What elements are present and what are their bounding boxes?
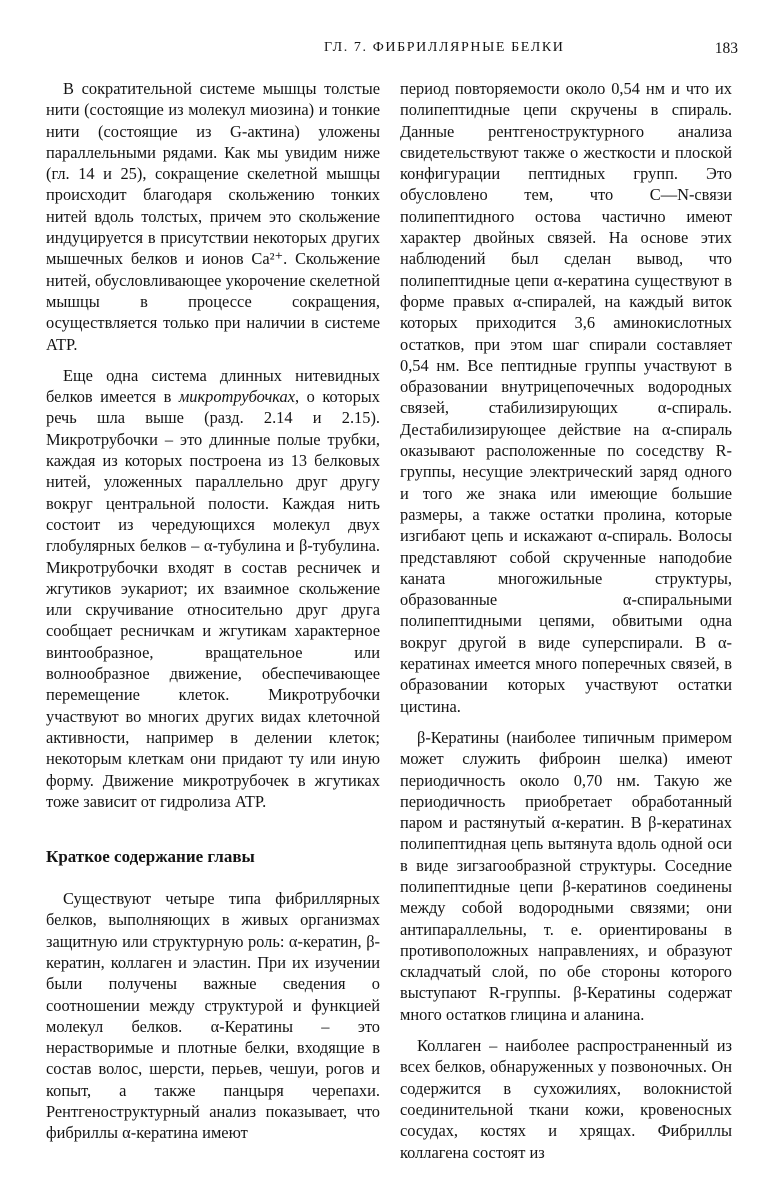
paragraph-beta-keratin: β-Кератины (наиболее типичным примером может служить фиброин шелка) имеют периодичность около 0,70 нм. Такую же периодичность приобретает обработанный паром и растянутый α-кератин. В β-кератинах полипептидная цепь вытянута вдоль одной оси в виде зигзагообразной структуры. Соседние полипептидные цепи β-кератинов соединены между собой водородными связями; они антипараллельны, т. е. ориентированы в противоположных направлениях, и образуют складчатый слой, по обе стороны которого выступают R-группы. β-Кератины содержат много остатков глицина и аланина. — [400, 727, 732, 1024]
paragraph-collagen: Коллаген – наиболее распространенный из всех белков, обнаруженных у позвоночных. Он содержится в сухожилиях, волокнистой соединительной ткани кожи, кровеносных сосудах, костях и хрящах. Фибриллы коллагена состоят из — [400, 1036, 732, 1162]
microtubules-text-rest: , о которых речь шла выше (разд. 2.14 и 2.15). Микротрубочки – это длинные полые трубки, каждая из которых построена из 13 белковых нитей, уложенных параллельно друг другу вокруг центральной полости. Каждая нить состоит из чередующихся молекул двух глобулярных белков – α-тубулина и β-тубулина. Микротрубочки входят в состав ресничек и жгутиков эукариот; их взаимное скольжение или скручивание относительно друг друга сообщает ресничкам и жгутикам характерное винтообразное, вращательное или волнообразное движение, обеспечивающее перемещение клеток. Микротрубочки участвуют во многих других видах клеточной активности, например в делении клеток; некоторым клеткам они придают ту или иную форму. Движение микротрубочек в жгутиках тоже зависит от гидролиза ATP. — [46, 387, 380, 811]
left-column — [46, 78, 380, 1144]
page-number: 183 — [714, 40, 738, 57]
microtubules-text-start: Еще одна система длинных нитевидных белков имеется в — [46, 365, 380, 407]
paragraph-summary: Существуют четыре типа фибриллярных белков, выполняющих в живых организмах защитную или структурную роль: α-кератин, β-кератин, коллаген и эластин. При их изучении были получены важные сведения о соотношении между структурой и функцией молекул белков. α-Кератины – это нерастворимые и плотные белки, входящие в состав волос, шерсти, перьев, чешуи, рогов и копыт, а также панцыря черепахи. Рентгеноструктурный анализ показывает, что фибриллы α-кератина имеют — [46, 889, 380, 1143]
right-column — [400, 78, 732, 1163]
running-title: ГЛ. 7. ФИБРИЛЛЯРНЫЕ БЕЛКИ — [324, 40, 565, 55]
paragraph-alpha-keratin: период повторяемости около 0,54 нм и что их полипептидные цепи скручены в спираль. Данные рентгеноструктурного анализа свидетельствуют также о жесткости и плоской конфигурации пептидных групп. Это обусловлено тем, что C—N-связи полипептидного остова частично имеют характер двойных связей. На основе этих наблюдений был сделан вывод, что полипептидные цепи α-кератина существуют в форме правых α-спиралей, на каждый виток которых приходится 3,6 аминокислотных остатков, при этом шаг спирали составляет 0,54 нм. Все пептидные группы участвуют в образовании внутрицепочечных водородных связей, стабилизирующих α-спираль. Дестабилизирующее действие на α-спираль оказывают расположенные по соседству R-группы, несущие электрический заряд одного и того же знака или имеющие большие размеры, а также остатки пролина, которые изгибают цепь и искажают α-спираль. Волосы представляют собой скрученные наподобие каната многожильные структуры, образованные α-спиральными полипептидными цепями, обвитыми одна вокруг другой в виде суперспирали. В α-кератинах имеется много поперечных связей, в образовании которых участвуют остатки цистина. — [400, 79, 732, 716]
section-heading-summary: Краткое содержание главы — [46, 847, 255, 867]
paragraph-microtubules — [46, 365, 380, 812]
page-header — [46, 40, 738, 62]
paragraph-sliding-filaments: В сократительной системе мышцы толстые нити (состоящие из молекул миозина) и тонкие нити (состоящие из G-актина) уложены параллельными рядами. Как мы увидим ниже (гл. 14 и 25), сокращение скелетной мышцы происходит благодаря скольжению тонких нитей вдоль толстых, причем это скольжение индуцируется в присутствии некоторых других мышечных белков и ионов Ca²⁺. Скольжение нитей, обусловливающее укорочение скелетной мышцы в процессе сокращения, осуществляется только при наличии в системе ATP. — [46, 79, 380, 354]
microtubules-term: микротрубочках — [178, 387, 295, 407]
